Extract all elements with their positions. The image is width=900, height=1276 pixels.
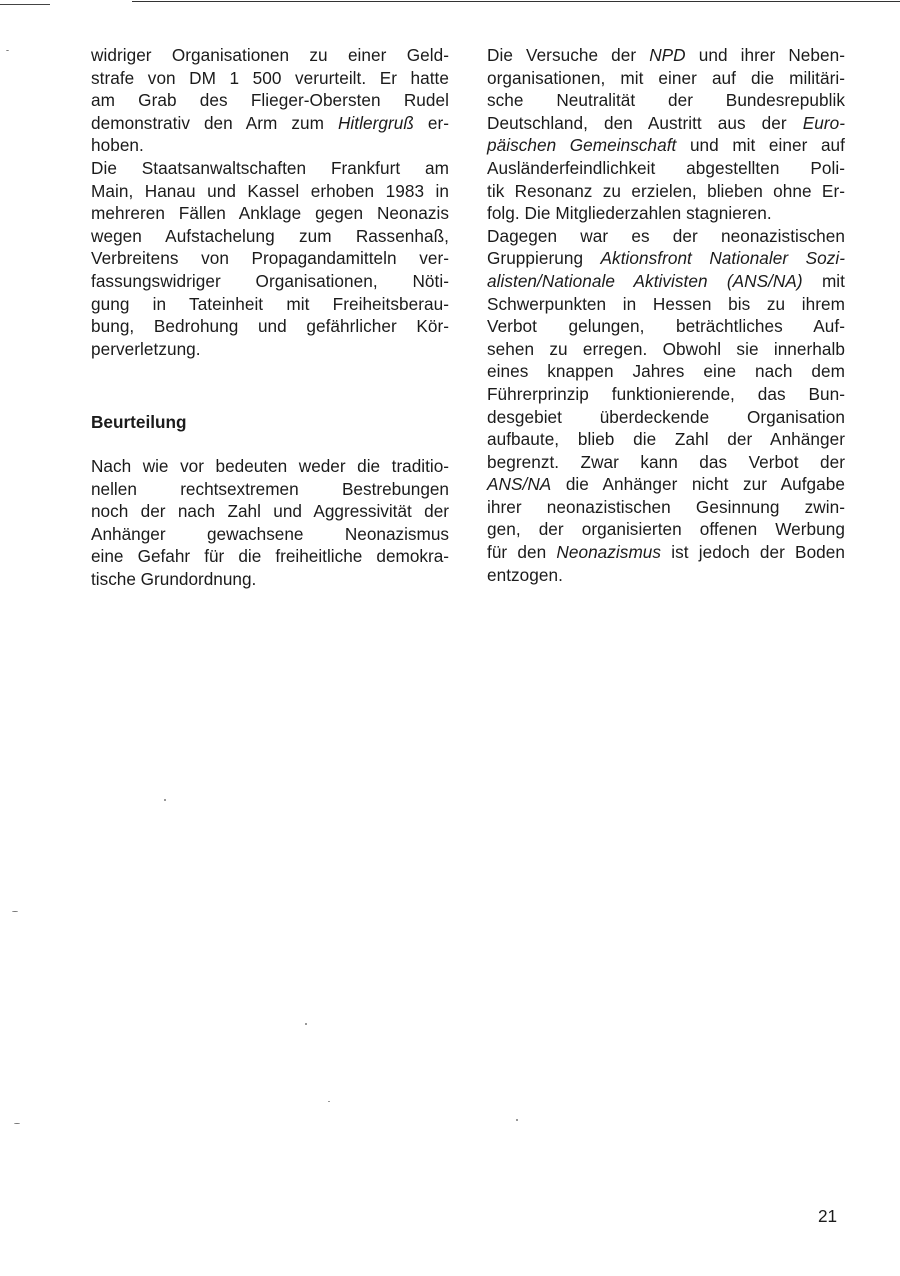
text-run: Die Versuche der bbox=[487, 45, 650, 65]
text-run: widriger Organisationen zu einer Geld- bbox=[91, 45, 449, 65]
top-rule bbox=[132, 1, 900, 2]
scan-speck bbox=[12, 911, 18, 912]
text-run: eine Gefahr für die freiheitliche demokra- bbox=[91, 546, 449, 567]
text-run: am Grab des Flieger-Obersten Rudel bbox=[91, 90, 449, 111]
text-line bbox=[91, 112, 449, 135]
text-line bbox=[91, 293, 449, 316]
text-run: hoben. bbox=[91, 135, 144, 156]
text-run: desgebiet überdeckende Organisation bbox=[487, 406, 845, 427]
text-line bbox=[487, 473, 845, 496]
text-run: für den bbox=[487, 542, 557, 563]
text-run: er- bbox=[413, 112, 449, 133]
text-line bbox=[91, 157, 449, 180]
text-run: strafe von DM 1 500 verurteilt. Er hatte bbox=[91, 67, 449, 88]
text-line bbox=[91, 455, 449, 478]
scan-speck bbox=[328, 1101, 330, 1102]
text-line bbox=[487, 496, 845, 519]
text-run: perverletzung. bbox=[91, 338, 201, 359]
text-line bbox=[91, 568, 449, 591]
text-line bbox=[487, 134, 845, 157]
text-line bbox=[487, 225, 845, 248]
text-run: tik Resonanz zu erzielen, blieben ohne Er- bbox=[487, 180, 845, 201]
text-line bbox=[487, 180, 845, 203]
scan-speck bbox=[14, 1123, 20, 1124]
text-run: Main, Hanau und Kassel erhoben 1983 in bbox=[91, 180, 449, 201]
text-run: organisationen, mit einer auf die militäri- bbox=[487, 67, 845, 88]
right-paragraph-1 bbox=[487, 44, 845, 225]
text-run: Verbreitens von Propagandamitteln ver- bbox=[91, 248, 449, 269]
text-run: und ihrer Neben- bbox=[685, 45, 845, 65]
text-run: Nach wie vor bedeuten weder die traditio- bbox=[91, 456, 449, 476]
right-column bbox=[487, 44, 845, 586]
text-run: mit bbox=[802, 270, 846, 291]
text-line bbox=[487, 451, 845, 474]
text-run: Ausländerfeindlichkeit abgestellten Poli- bbox=[487, 157, 845, 178]
text-run: Gruppierung bbox=[487, 248, 601, 269]
text-run: und mit einer auf bbox=[676, 135, 845, 156]
text-run: demonstrativ den Arm zum bbox=[91, 112, 338, 133]
section-heading: Beurteilung bbox=[91, 412, 187, 432]
text-line bbox=[487, 112, 845, 135]
text-line bbox=[91, 270, 449, 293]
text-run: eines knappen Jahres eine nach dem bbox=[487, 361, 845, 382]
text-line bbox=[91, 500, 449, 523]
emphasized-text: päischen Gemeinschaft bbox=[487, 135, 677, 156]
emphasized-text: alisten/Nationale Aktivisten (ANS/NA) bbox=[487, 270, 803, 291]
text-line bbox=[487, 541, 845, 564]
text-line bbox=[487, 270, 845, 293]
text-line bbox=[487, 518, 845, 541]
text-line bbox=[91, 202, 449, 225]
text-line bbox=[91, 67, 449, 90]
text-line bbox=[487, 315, 845, 338]
left-paragraph-1 bbox=[91, 44, 449, 157]
text-line bbox=[487, 338, 845, 361]
text-run: folg. Die Mitgliederzahlen stagnieren. bbox=[487, 203, 772, 224]
emphasized-text: Neonazismus bbox=[556, 542, 662, 563]
text-line bbox=[487, 157, 845, 180]
text-run: die Anhänger nicht zur Aufgabe bbox=[551, 474, 845, 495]
text-line bbox=[487, 293, 845, 316]
text-line bbox=[91, 545, 449, 568]
text-line bbox=[487, 360, 845, 383]
scan-speck bbox=[6, 50, 9, 51]
text-line bbox=[91, 180, 449, 203]
text-run: gung in Tateinheit mit Freiheitsberau- bbox=[91, 293, 449, 314]
text-run: noch der nach Zahl und Aggressivität der bbox=[91, 501, 449, 522]
text-run: gen, der organisierten offenen Werbung bbox=[487, 519, 845, 540]
text-run: bung, Bedrohung und gefährlicher Kör- bbox=[91, 316, 449, 337]
text-line bbox=[487, 67, 845, 90]
text-line bbox=[487, 44, 845, 67]
emphasized-text: ANS/NA bbox=[487, 474, 552, 495]
top-rule-left bbox=[0, 4, 50, 5]
text-line bbox=[91, 225, 449, 248]
text-run: sche Neutralität der Bundesrepublik bbox=[487, 90, 845, 111]
text-line bbox=[487, 202, 845, 225]
text-run: ist jedoch der Boden bbox=[661, 542, 846, 563]
text-run: nellen rechtsextremen Bestrebungen bbox=[91, 478, 449, 499]
text-run: Die Staatsanwaltschaften Frankfurt am bbox=[91, 157, 449, 178]
text-run: sehen zu erregen. Obwohl sie innerhalb bbox=[487, 338, 845, 359]
text-line bbox=[91, 338, 449, 361]
text-line bbox=[487, 89, 845, 112]
text-run: Deutschland, den Austritt aus der bbox=[487, 112, 803, 133]
text-run: wegen Aufstachelung zum Rassenhaß, bbox=[91, 225, 449, 246]
right-paragraph-2 bbox=[487, 225, 845, 587]
text-line bbox=[91, 315, 449, 338]
page-number: 21 bbox=[818, 1206, 838, 1226]
text-line bbox=[487, 564, 845, 587]
scan-speck bbox=[516, 1119, 518, 1121]
text-line bbox=[487, 428, 845, 451]
text-line bbox=[91, 44, 449, 67]
emphasized-text: Hitlergruß bbox=[337, 112, 414, 133]
text-run: Verbot gelungen, beträchtliches Auf- bbox=[487, 316, 845, 337]
emphasized-text: Aktionsfront Nationaler Sozi- bbox=[600, 248, 845, 269]
text-line bbox=[91, 134, 449, 157]
text-line bbox=[487, 406, 845, 429]
assessment-paragraph bbox=[91, 455, 449, 591]
scan-speck bbox=[305, 1023, 307, 1025]
emphasized-text: Euro- bbox=[802, 112, 845, 133]
text-line bbox=[91, 523, 449, 546]
text-line bbox=[487, 247, 845, 270]
text-run: fassungswidriger Organisationen, Nöti- bbox=[91, 270, 449, 291]
left-paragraph-2 bbox=[91, 157, 449, 360]
text-run: Schwerpunkten in Hessen bis zu ihrem bbox=[487, 293, 845, 314]
scan-speck bbox=[164, 799, 166, 801]
text-line bbox=[487, 383, 845, 406]
text-run: entzogen. bbox=[487, 564, 563, 585]
text-run: Anhänger gewachsene Neonazismus bbox=[91, 523, 449, 544]
text-line bbox=[91, 478, 449, 501]
text-line bbox=[91, 89, 449, 112]
text-run: Führerprinzip funktionierende, das Bun- bbox=[487, 383, 845, 404]
text-run: Dagegen war es der neonazistischen bbox=[487, 225, 845, 246]
text-run: mehreren Fällen Anklage gegen Neonazis bbox=[91, 203, 449, 224]
text-line bbox=[91, 247, 449, 270]
text-run: aufbaute, blieb die Zahl der Anhänger bbox=[487, 429, 845, 450]
emphasized-text: NPD bbox=[649, 45, 686, 65]
text-run: tische Grundordnung. bbox=[91, 568, 257, 589]
text-run: begrenzt. Zwar kann das Verbot der bbox=[487, 451, 845, 472]
text-run: ihrer neonazistischen Gesinnung zwin- bbox=[487, 496, 845, 517]
left-column bbox=[91, 44, 449, 360]
